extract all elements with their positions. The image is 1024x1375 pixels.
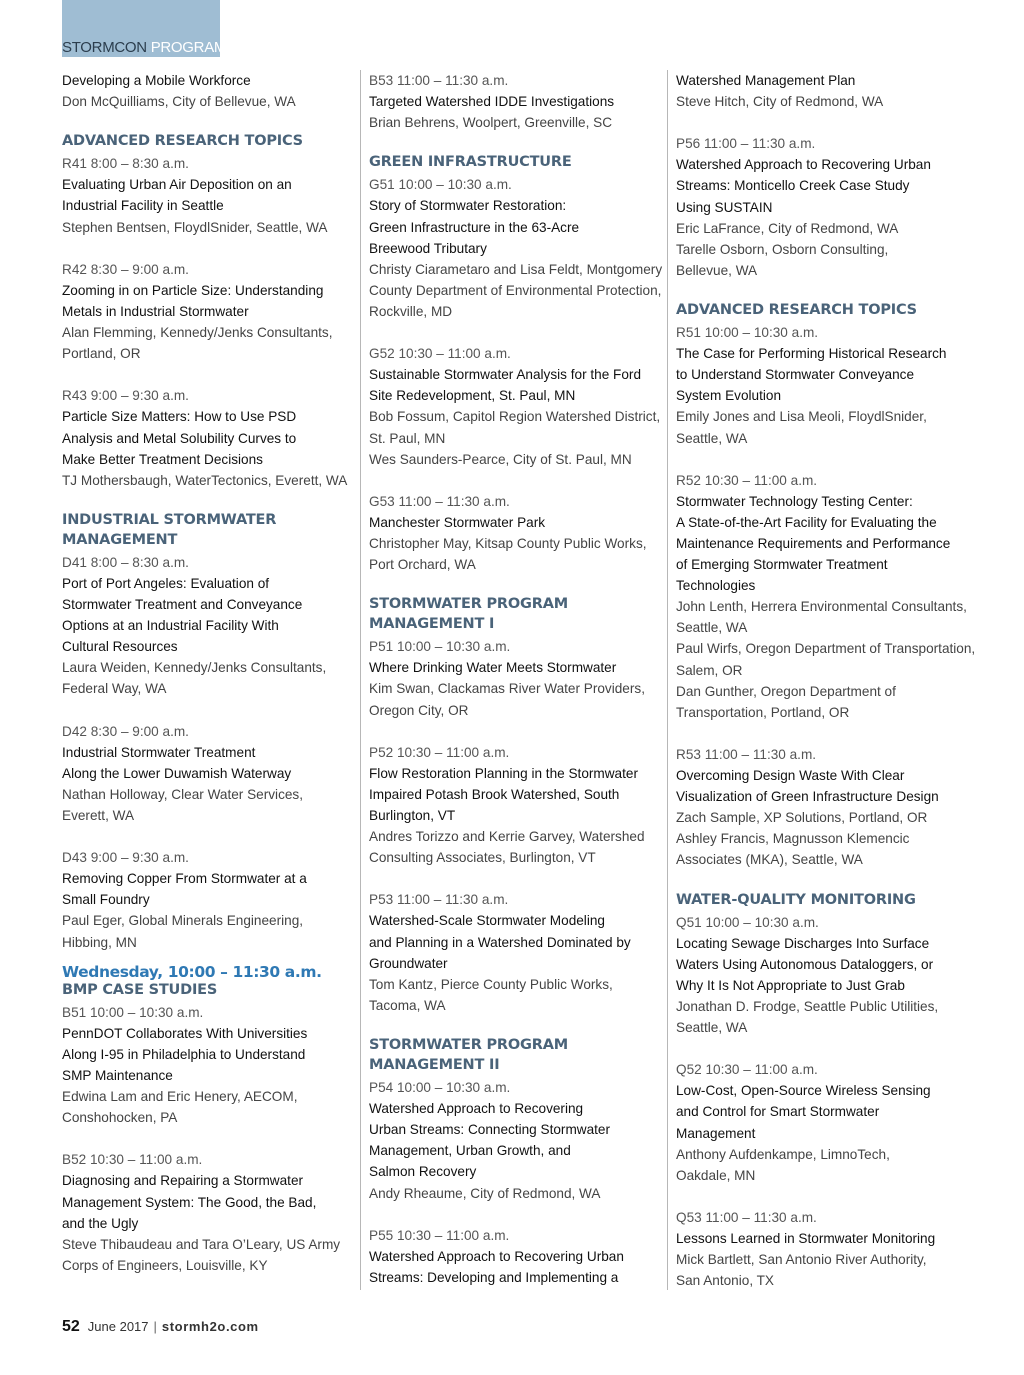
entry-gap: [369, 721, 661, 742]
session-title-line: Watershed-Scale Stormwater Modeling: [369, 913, 605, 929]
session-title-line: Sustainable Stormwater Analysis for the Ford: [369, 367, 642, 383]
column-divider: [360, 70, 361, 1290]
speaker-line: Tacoma, WA: [369, 997, 446, 1013]
session-title-line: The Case for Performing Historical Research: [676, 346, 947, 362]
day-heading: Wednesday, 10:00 – 11:30 a.m.: [62, 962, 322, 981]
speaker-line: Salem, OR: [676, 662, 743, 678]
column-divider: [667, 70, 668, 1290]
speaker-line: Emily Jones and Lisa Meoli, FloydlSnider,: [676, 409, 927, 425]
entry-gap: [62, 1128, 352, 1149]
session-title-line: A State-of-the-Art Facility for Evaluating the: [676, 514, 937, 530]
speaker-line: Consulting Associates, Burlington, VT: [369, 850, 596, 866]
entry-gap: [62, 700, 352, 721]
session-title-line: Overcoming Design Waste With Clear: [676, 768, 905, 783]
session-title-line: Stormwater Treatment and Conveyance: [62, 597, 303, 613]
session-title-line: Where Drinking Water Meets Stormwater: [369, 660, 617, 676]
session-title-line: Small Foundry: [62, 892, 150, 908]
track-heading: STORMWATER PROGRAM: [369, 1037, 568, 1054]
speaker-line: Jonathan D. Frodge, Seattle Public Utilities,: [676, 998, 939, 1014]
session-title-line: Industrial Stormwater Treatment: [62, 744, 256, 760]
session-title-line: Impaired Potash Brook Watershed, South: [369, 786, 620, 802]
session-time: R52 10:30 – 11:00 a.m.: [676, 472, 818, 488]
program-column-3: [676, 70, 976, 1291]
session-title-line: Urban Streams: Connecting Stormwater: [369, 1122, 611, 1138]
speaker-line: Port Orchard, WA: [369, 557, 476, 573]
speaker-line: Don McQuilliams, City of Bellevue, WA: [62, 94, 296, 110]
session-time: Q52 10:30 – 11:00 a.m.: [676, 1062, 818, 1078]
track-heading: BMP CASE STUDIES: [62, 981, 218, 998]
entry-gap: [676, 449, 976, 470]
speaker-line: Eric LaFrance, City of Redmond, WA: [676, 220, 899, 236]
session-time: P51 10:00 – 10:30 a.m.: [369, 639, 511, 655]
session-title-line: Streams: Developing and Implementing a: [369, 1269, 619, 1285]
session-title-line: System Evolution: [676, 388, 782, 404]
session-time: R43 9:00 – 9:30 a.m.: [62, 388, 189, 404]
speaker-line: Anthony Aufdenkampe, LimnoTech,: [676, 1146, 890, 1162]
session-title-line: Lessons Learned in Stormwater Monitoring: [676, 1230, 936, 1246]
session-title-line: and Planning in a Watershed Dominated by: [369, 934, 631, 950]
page-footer: [62, 1318, 259, 1336]
session-time: P52 10:30 – 11:00 a.m.: [369, 744, 510, 760]
speaker-line: Tom Kantz, Pierce County Public Works,: [369, 976, 613, 992]
track-heading: GREEN INFRASTRUCTURE: [369, 154, 572, 171]
session-time: P53 11:00 – 11:30 a.m.: [369, 892, 509, 908]
speaker-line: Transportation, Portland, OR: [676, 704, 850, 720]
program-column-2: [369, 70, 661, 1288]
session-title-line: Make Better Treatment Decisions: [62, 451, 263, 467]
session-title-line: Flow Restoration Planning in the Stormwater: [369, 765, 638, 781]
session-title-line: Story of Stormwater Restoration:: [369, 198, 567, 214]
speaker-line: Steve Thibaudeau and Tara O’Leary, US Army: [62, 1236, 341, 1252]
track-heading: INDUSTRIAL STORMWATER: [62, 511, 277, 528]
speaker-line: Wes Saunders-Pearce, City of St. Paul, MN: [369, 451, 632, 467]
session-title-line: Targeted Watershed IDDE Investigations: [369, 94, 615, 110]
entry-gap: [62, 238, 352, 259]
speaker-line: Bellevue, WA: [676, 262, 758, 278]
entry-gap: [676, 112, 976, 133]
session-title-line: Analysis and Metal Solubility Curves to: [62, 430, 297, 446]
entry-gap: [676, 723, 976, 744]
session-title-line: Salmon Recovery: [369, 1164, 477, 1180]
speaker-line: Ashley Francis, Magnusson Klemencic: [676, 831, 910, 847]
session-title-line: Green Infrastructure in the 63-Acre: [369, 219, 580, 235]
track-heading: MANAGEMENT I: [369, 616, 495, 633]
session-time: B53 11:00 – 11:30 a.m.: [369, 73, 509, 88]
speaker-line: Seattle, WA: [676, 620, 748, 636]
session-title-line: of Emerging Stormwater Treatment: [676, 557, 888, 573]
speaker-line: San Antonio, TX: [676, 1273, 774, 1289]
session-time: G52 10:30 – 11:00 a.m.: [369, 346, 511, 362]
track-heading: MANAGEMENT II: [369, 1057, 500, 1074]
speaker-line: Mick Bartlett, San Antonio River Authority,: [676, 1252, 927, 1268]
session-title-line: Management: [676, 1125, 756, 1141]
session-title-line: Evaluating Urban Air Deposition on an: [62, 177, 292, 193]
session-title-line: Visualization of Green Infrastructure Design: [676, 789, 939, 805]
entry-gap: [369, 470, 661, 491]
session-time: R51 10:00 – 10:30 a.m.: [676, 325, 819, 341]
session-title-line: Port of Port Angeles: Evaluation of: [62, 575, 270, 591]
session-title-line: Management System: The Good, the Bad,: [62, 1194, 317, 1210]
speaker-line: Kim Swan, Clackamas River Water Providers,: [369, 681, 645, 697]
session-title-line: Options at an Industrial Facility With: [62, 618, 279, 634]
track-heading: STORMWATER PROGRAM: [369, 596, 568, 613]
speaker-line: Tarelle Osborn, Osborn Consulting,: [676, 241, 889, 257]
speaker-line: Seattle, WA: [676, 1020, 748, 1036]
session-title-line: Management, Urban Growth, and: [369, 1143, 571, 1159]
entry-gap: [369, 868, 661, 889]
session-title-line: Along I-95 in Philadelphia to Understand: [62, 1046, 306, 1062]
speaker-line: Steve Hitch, City of Redmond, WA: [676, 94, 884, 110]
speaker-line: Conshohocken, PA: [62, 1110, 178, 1126]
entry-gap: [369, 575, 661, 596]
issue-date: June 2017: [87, 1319, 149, 1334]
entry-gap: [369, 1204, 661, 1225]
entry-gap: [62, 112, 352, 133]
speaker-line: Associates (MKA), Seattle, WA: [676, 852, 863, 868]
speaker-line: Everett, WA: [62, 808, 135, 823]
track-heading: WATER-QUALITY MONITORING: [676, 891, 916, 908]
session-title-line: Breewood Tributary: [369, 240, 487, 256]
speaker-line: County Department of Environmental Protection,: [369, 282, 662, 298]
speaker-line: Brian Behrens, Woolpert, Greenville, SC: [369, 115, 613, 131]
running-head: [62, 39, 226, 57]
speaker-line: Andres Torizzo and Kerrie Garvey, Watershed: [369, 829, 645, 845]
track-heading: ADVANCED RESEARCH TOPICS: [676, 302, 917, 319]
speaker-line: Laura Weiden, Kennedy/Jenks Consultants,: [62, 660, 327, 676]
session-time: D42 8:30 – 9:00 a.m.: [62, 723, 189, 739]
speaker-line: Hibbing, MN: [62, 934, 137, 950]
session-title-line: Watershed Management Plan: [676, 73, 856, 88]
session-time: R42 8:30 – 9:00 a.m.: [62, 261, 189, 277]
session-title-line: Manchester Stormwater Park: [369, 514, 546, 530]
session-title-line: Metals in Industrial Stormwater: [62, 303, 249, 319]
entry-gap: [62, 491, 352, 512]
session-time: G51 10:00 – 10:30 a.m.: [369, 177, 512, 193]
session-title-line: Maintenance Requirements and Performance: [676, 535, 951, 551]
session-title-line: Stormwater Technology Testing Center:: [676, 493, 913, 509]
speaker-line: Stephen Bentsen, FloydlSnider, Seattle, WA: [62, 219, 328, 235]
speaker-line: Bob Fossum, Capitol Region Watershed District,: [369, 409, 661, 425]
speaker-line: Edwina Lam and Eric Henery, AECOM,: [62, 1089, 298, 1105]
session-time: P54 10:00 – 10:30 a.m.: [369, 1080, 511, 1096]
speaker-line: Christopher May, Kitsap County Public Works,: [369, 535, 647, 551]
entry-gap: [676, 281, 976, 302]
session-title-line: and Control for Smart Stormwater: [676, 1104, 880, 1120]
entry-gap: [369, 133, 661, 154]
speaker-line: Alan Flemming, Kennedy/Jenks Consultants,: [62, 325, 333, 341]
session-title-line: to Understand Stormwater Conveyance: [676, 367, 915, 383]
session-title-line: Groundwater: [369, 955, 448, 971]
speaker-line: Christy Ciarametaro and Lisa Feldt, Montgomery: [369, 261, 663, 277]
session-title-line: Site Redevelopment, St. Paul, MN: [369, 388, 576, 404]
speaker-line: Oakdale, MN: [676, 1167, 756, 1183]
speaker-line: Oregon City, OR: [369, 702, 469, 718]
running-head-part2: PROGRAM: [146, 39, 227, 56]
speaker-line: Federal Way, WA: [62, 681, 167, 697]
website: stormh2o.com: [161, 1319, 259, 1334]
session-title-line: Particle Size Matters: How to Use PSD: [62, 409, 297, 425]
session-title-line: Developing a Mobile Workforce: [62, 73, 251, 88]
session-title-line: and the Ugly: [62, 1215, 139, 1231]
speaker-line: Zach Sample, XP Solutions, Portland, OR: [676, 810, 928, 826]
speaker-line: Corps of Engineers, Louisville, KY: [62, 1257, 268, 1273]
speaker-line: TJ Mothersbaugh, WaterTectonics, Everett, WA: [62, 472, 348, 488]
running-head-part1: STORMCON: [62, 39, 147, 56]
session-time: B52 10:30 – 11:00 a.m.: [62, 1152, 203, 1168]
session-time: D41 8:00 – 8:30 a.m.: [62, 554, 189, 570]
speaker-line: Andy Rheaume, City of Redmond, WA: [369, 1185, 601, 1201]
session-title-line: Using SUSTAIN: [676, 199, 773, 215]
session-title-line: Industrial Facility in Seattle: [62, 198, 224, 214]
footer-separator: |: [153, 1319, 157, 1334]
session-time: Q53 11:00 – 11:30 a.m.: [676, 1209, 817, 1225]
speaker-line: Paul Eger, Global Minerals Engineering,: [62, 913, 304, 929]
session-title-line: Streams: Monticello Creek Case Study: [676, 178, 910, 194]
program-column-1: [62, 70, 352, 1276]
track-heading: MANAGEMENT: [62, 531, 178, 548]
entry-gap: [676, 1038, 976, 1059]
entry-gap: [369, 322, 661, 343]
speaker-line: Dan Gunther, Oregon Department of: [676, 683, 896, 699]
session-title-line: Technologies: [676, 578, 756, 594]
speaker-line: Seattle, WA: [676, 430, 748, 446]
session-title-line: Cultural Resources: [62, 639, 178, 655]
session-time: G53 11:00 – 11:30 a.m.: [369, 493, 510, 509]
speaker-line: St. Paul, MN: [369, 430, 446, 446]
session-title-line: PennDOT Collaborates With Universities: [62, 1025, 308, 1041]
track-heading: ADVANCED RESEARCH TOPICS: [62, 133, 303, 150]
session-title-line: Waters Using Autonomous Dataloggers, or: [676, 956, 934, 972]
speaker-line: Rockville, MD: [369, 303, 453, 319]
speaker-line: Paul Wirfs, Oregon Department of Transportation,: [676, 641, 976, 657]
session-title-line: SMP Maintenance: [62, 1067, 173, 1083]
session-title-line: Burlington, VT: [369, 808, 456, 823]
session-title-line: Removing Copper From Stormwater at a: [62, 871, 307, 887]
session-time: D43 9:00 – 9:30 a.m.: [62, 850, 189, 866]
session-time: R41 8:00 – 8:30 a.m.: [62, 156, 189, 172]
entry-gap: [62, 364, 352, 385]
entry-gap: [676, 1186, 976, 1207]
page-number: 52: [62, 1318, 80, 1335]
session-time: Q51 10:00 – 10:30 a.m.: [676, 914, 819, 930]
session-title-line: Low-Cost, Open-Source Wireless Sensing: [676, 1083, 931, 1099]
session-title-line: Watershed Approach to Recovering Urban: [676, 157, 931, 173]
session-time: R53 11:00 – 11:30 a.m.: [676, 746, 817, 762]
session-title-line: Why It Is Not Appropriate to Just Grab: [676, 977, 905, 993]
session-time: P56 11:00 – 11:30 a.m.: [676, 136, 816, 152]
entry-gap: [676, 870, 976, 891]
session-title-line: Along the Lower Duwamish Waterway: [62, 765, 292, 781]
speaker-line: John Lenth, Herrera Environmental Consultants,: [676, 599, 967, 615]
session-time: P55 10:30 – 11:00 a.m.: [369, 1227, 510, 1243]
entry-gap: [369, 1016, 661, 1037]
session-title-line: Zooming in on Particle Size: Understanding: [62, 282, 324, 298]
session-title-line: Watershed Approach to Recovering Urban: [369, 1248, 624, 1264]
session-time: B51 10:00 – 10:30 a.m.: [62, 1004, 204, 1020]
entry-gap: [62, 826, 352, 847]
session-title-line: Watershed Approach to Recovering: [369, 1101, 584, 1117]
speaker-line: Portland, OR: [62, 346, 141, 362]
speaker-line: Nathan Holloway, Clear Water Services,: [62, 786, 303, 802]
session-title-line: Locating Sewage Discharges Into Surface: [676, 935, 930, 951]
session-title-line: Diagnosing and Repairing a Stormwater: [62, 1173, 304, 1189]
